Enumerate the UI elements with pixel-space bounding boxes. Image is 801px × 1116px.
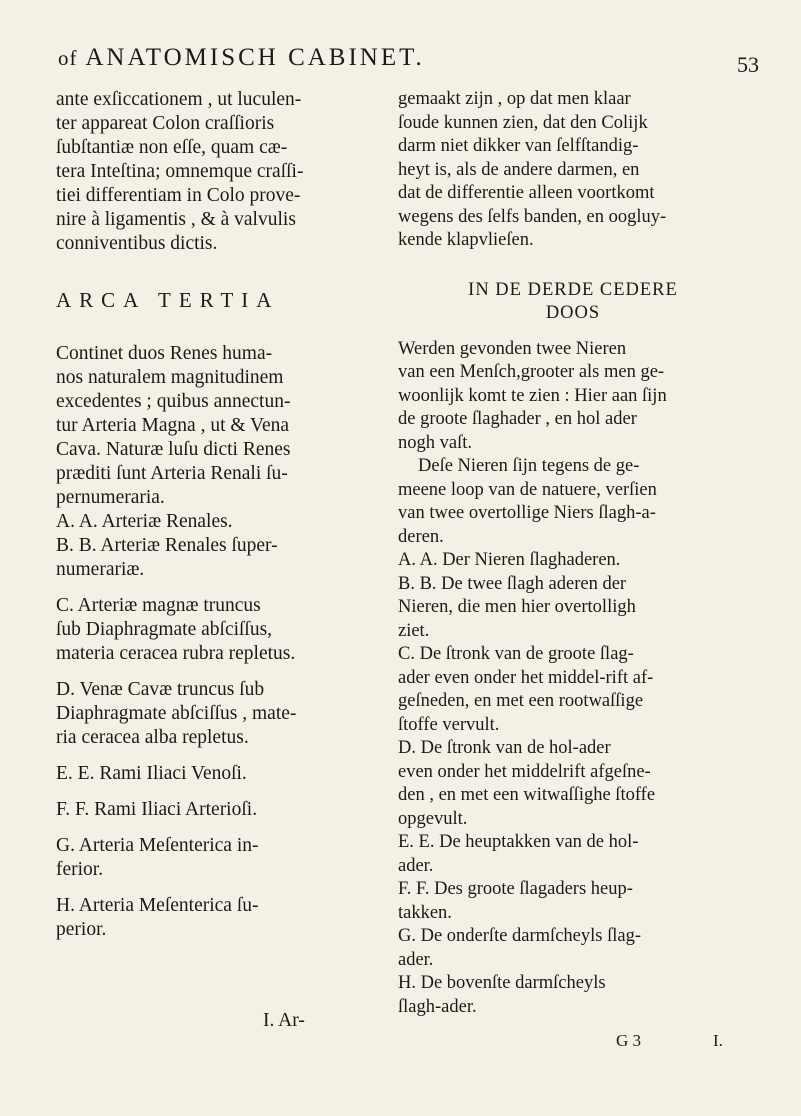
running-head-prefix: of [58, 46, 78, 70]
latin-legend-c [56, 594, 366, 666]
text-line: van twee overtollige Niers ſlagh-a- [398, 503, 656, 523]
running-head-title: ANATOMISCH CABINET. [85, 44, 425, 71]
heading-line: IN DE DERDE CEDERE [468, 279, 678, 300]
text-line: pernumeraria. [56, 487, 165, 508]
text-line: conniventibus dictis. [56, 233, 218, 254]
legend-line: E. E. Rami Iliaci Venoſi. [56, 763, 247, 784]
legend-line: F. F. Rami Iliaci Arterioſi. [56, 799, 258, 820]
text-line: darm niet dikker van ſelfſtandig- [398, 136, 639, 156]
legend-line: H. De bovenſte darmſcheyls [398, 973, 606, 993]
dutch-body [398, 338, 748, 550]
legend-line: ferior. [56, 859, 104, 880]
legend-line: C. Arteriæ magnæ truncus [56, 595, 261, 616]
dutch-legend-b [398, 573, 748, 644]
legend-line: Nieren, die men hier overtolligh [398, 597, 636, 617]
text-line: ter appareat Colon craſſioris [56, 113, 275, 134]
legend-line: Diaphragmate abſciſſus , mate- [56, 703, 297, 724]
text-line: ſubſtantiæ non eſſe, quam cæ- [56, 137, 288, 158]
legend-line: D. De ſtronk van de hol-ader [398, 738, 611, 758]
text-line: woonlijk komt te zien : Hier aan ſijn [398, 385, 667, 406]
dutch-legend-e [398, 831, 748, 878]
catchword: I. Ar- [263, 1010, 305, 1031]
text-line: de groote ſlaghader , en hol ader [398, 409, 637, 429]
legend-line: even onder het middelrift afgeſne- [398, 761, 651, 782]
legend-line: ziet. [398, 620, 430, 641]
latin-legend-b [56, 534, 366, 582]
text-line: tera Inteſtina; omnemque craſſi- [56, 161, 304, 182]
dutch-column [398, 88, 748, 1019]
legend-line: ader. [398, 949, 434, 970]
dutch-legend-g [398, 925, 748, 972]
text-line: tur Arteria Magna , ut & Vena [56, 415, 290, 436]
legend-line: C. De ſtronk van de groote ſlag- [398, 644, 634, 664]
legend-line: geſneden, en met een rootwaſſige [398, 691, 644, 711]
dutch-legend-c [398, 643, 748, 737]
text-line: heyt is, als de andere darmen, en [398, 159, 640, 180]
latin-legend-d [56, 678, 366, 750]
legend-line: E. E. De heuptakken van de hol- [398, 832, 639, 852]
latin-legend-a [56, 510, 366, 534]
legend-line: takken. [398, 902, 452, 923]
signature-mark: G 3 [616, 1031, 642, 1050]
legend-line: A. A. Der Nieren ſlaghaderen. [398, 550, 621, 570]
legend-line: ſlagh-ader. [398, 996, 477, 1017]
legend-line: H. Arteria Meſenterica ſu- [56, 895, 259, 916]
legend-line: B. B. De twee ſlagh aderen der [398, 573, 627, 594]
legend-line: materia ceracea rubra repletus. [56, 643, 296, 664]
legend-line: G. Arteria Meſenterica in- [56, 835, 259, 856]
legend-line: F. F. Des groote ſlagaders heup- [398, 879, 633, 899]
legend-line: ſub Diaphragmate abſciſſus, [56, 619, 273, 640]
page-number: 53 [737, 52, 759, 77]
text-line: Deſe Nieren ſijn tegens de ge- [418, 456, 640, 476]
heading-line: DOOS [545, 303, 601, 323]
text-line: gemaakt zijn , op dat men klaar [398, 89, 631, 109]
legend-line: A. A. Arteriæ Renales. [56, 511, 233, 532]
text-line: Cava. Naturæ luſu dicti Renes [56, 439, 291, 460]
text-line: Continet duos Renes huma- [56, 343, 273, 364]
latin-legend-f [56, 798, 366, 822]
legend-line: ader even onder het middel-rift af- [398, 667, 654, 688]
text-line: excedentes ; quibus annectun- [56, 391, 291, 412]
section-heading: ARCA TERTIA [56, 288, 280, 312]
dutch-legend-a [398, 549, 748, 573]
text-line: præditi ſunt Arteria Renali ſu- [56, 463, 288, 484]
text-line: nos naturalem magnitudinem [56, 367, 284, 388]
latin-legend-h [56, 894, 366, 942]
legend-line: perior. [56, 919, 107, 940]
text-line: meene loop van de natuere, verſien [398, 479, 657, 500]
legend-line: numerariæ. [56, 559, 145, 580]
latin-intro [56, 88, 366, 256]
legend-line: den , en met een witwaſſighe ſtoffe [398, 785, 656, 805]
latin-legend-g [56, 834, 366, 882]
text-line: wegens des ſelfs banden, en oogluy- [398, 206, 667, 227]
legend-line: ader. [398, 855, 434, 876]
legend-line: D. Venæ Cavæ truncus ſub [56, 679, 265, 700]
running-head [58, 44, 758, 72]
text-line: ſoude kunnen zien, dat den Colijk [398, 112, 648, 133]
text-line: tiei differentiam in Colo prove- [56, 185, 301, 206]
text-line: ante exſiccationem , ut luculen- [56, 89, 302, 110]
latin-body [56, 342, 366, 510]
legend-line: ſtoffe vervult. [398, 714, 500, 735]
text-line: deren. [398, 526, 444, 547]
dutch-legend-f [398, 878, 748, 925]
text-line: kende klapvlieſen. [398, 230, 534, 250]
dutch-intro [398, 88, 748, 253]
legend-line: B. B. Arteriæ Renales ſuper- [56, 535, 278, 556]
section-heading [398, 279, 748, 326]
dutch-legend-h [398, 972, 748, 1019]
dutch-legend-d [398, 737, 748, 831]
legend-line: G. De onderſte darmſcheyls ſlag- [398, 926, 641, 946]
latin-column [56, 88, 366, 942]
text-line: Werden gevonden twee Nieren [398, 338, 627, 359]
legend-line: opgevult. [398, 808, 468, 829]
latin-legend-e [56, 762, 366, 786]
text-line: van een Menſch,grooter als men ge- [398, 362, 665, 382]
text-line: nire à ligamentis , & à valvulis [56, 209, 296, 230]
text-line: dat de differentie alleen voortkomt [398, 183, 655, 203]
legend-line: ria ceracea alba repletus. [56, 727, 249, 748]
text-line: nogh vaſt. [398, 432, 472, 453]
catchword: I. [713, 1031, 723, 1050]
